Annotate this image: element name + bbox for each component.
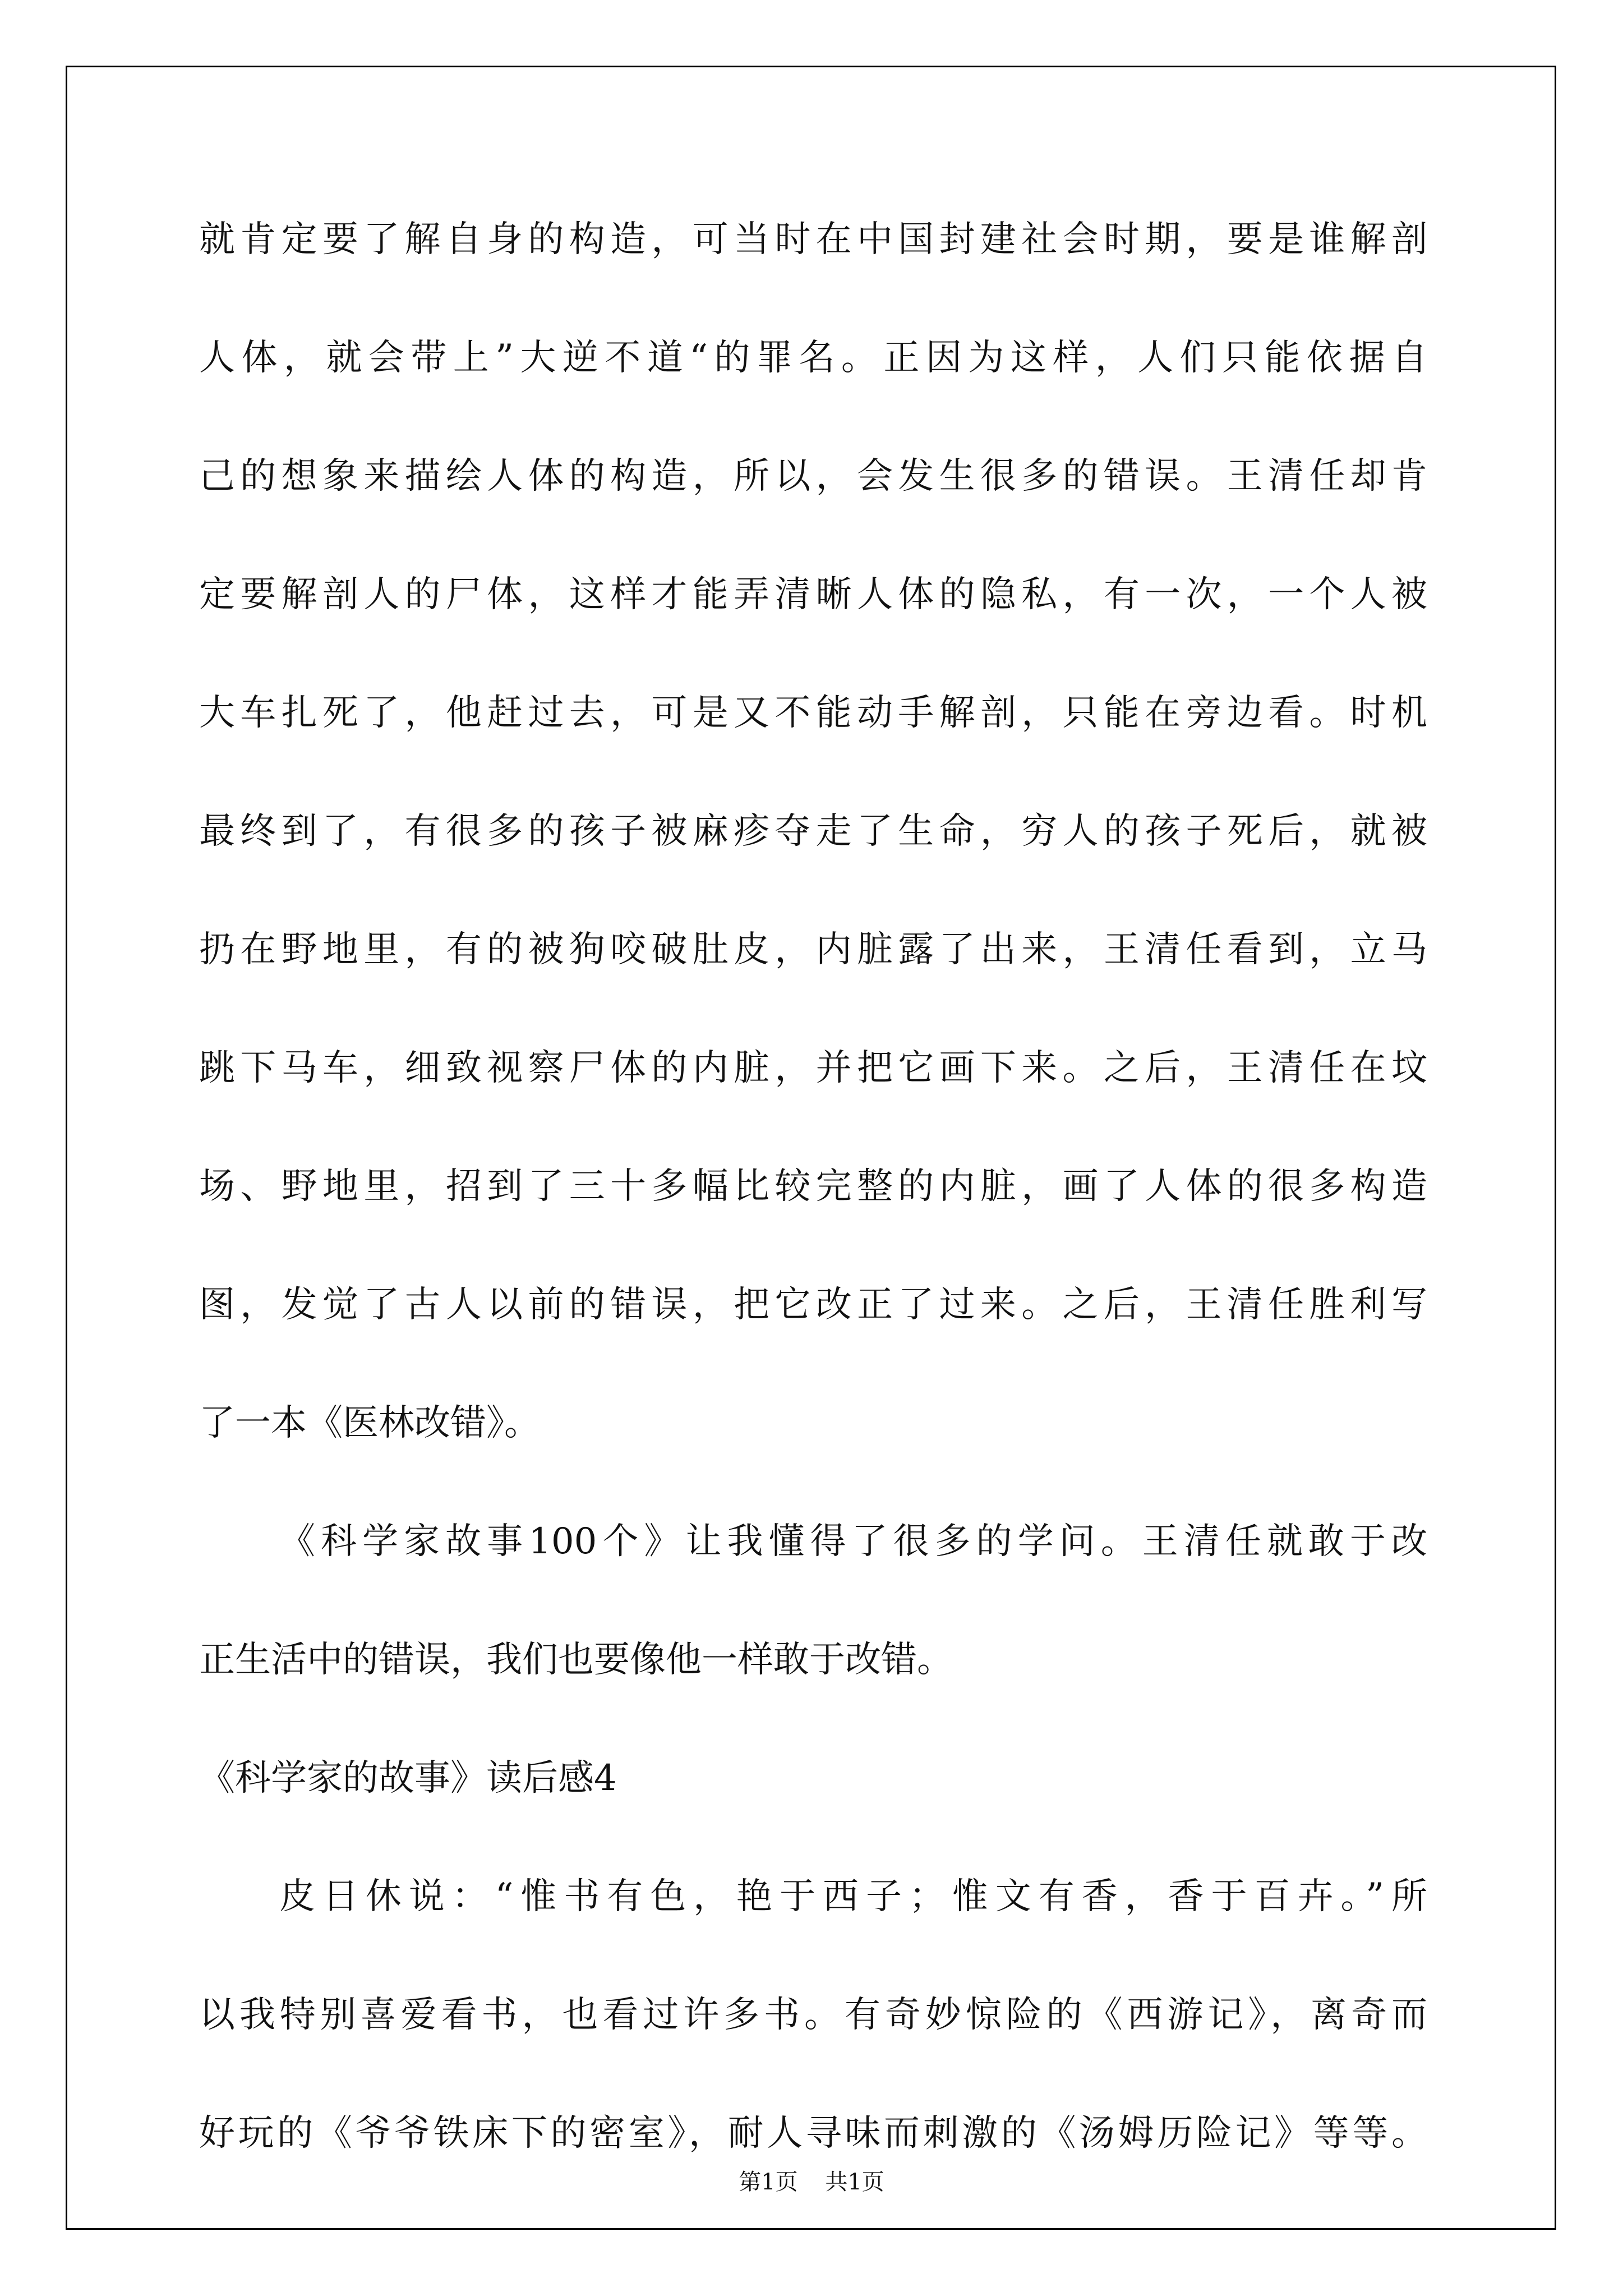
paragraph-line: 跳下马车，细致视察尸体的内脏，并把它画下来。之后，王清任在坟 (199, 1047, 1427, 1089)
paragraph-line: 图，发觉了古人以前的错误，把它改正了过来。之后，王清任胜利写 (199, 1284, 1427, 1326)
paragraph-line: 场、野地里，招到了三十多幅比较完整的内脏，画了人体的很多构造 (199, 1166, 1427, 1207)
section-heading: 《科学家的故事》读后感4 (199, 1757, 617, 1799)
page-total: 共1页 (825, 2169, 884, 2195)
paragraph-line: 最终到了，有很多的孩子被麻疹夺走了生命，穷人的孩子死后，就被 (199, 811, 1427, 852)
paragraph-line: 大车扎死了，他赶过去，可是又不能动手解剖，只能在旁边看。时机 (199, 692, 1427, 734)
paragraph-line: 《科学家故事100个》让我懂得了很多的学问。王清任就敢于改 (279, 1521, 1427, 1562)
paragraph-line: 己的想象来描绘人体的构造，所以，会发生很多的错误。王清任却肯 (199, 455, 1427, 497)
paragraph-line: 正生活中的错误，我们也要像他一样敢于改错。 (199, 1639, 953, 1681)
paragraph-line: 扔在野地里，有的被狗咬破肚皮，内脏露了出来，王清任看到，立马 (199, 929, 1427, 970)
paragraph-line: 就肯定要了解自身的构造，可当时在中国封建社会时期，要是谁解剖 (199, 219, 1427, 260)
paragraph-line: 以我特别喜爱看书，也看过许多书。有奇妙惊险的《西游记》，离奇而 (199, 1994, 1427, 2036)
page-number: 第1页 (739, 2169, 798, 2195)
paragraph-line: 了一本《医林改错》。 (199, 1402, 540, 1444)
paragraph-line: 定要解剖人的尸体，这样才能弄清晰人体的隐私，有一次，一个人被 (199, 574, 1427, 615)
paragraph-line: 皮日休说：“惟书有色，艳于西子；惟文有香，香于百卉。”所 (279, 1876, 1427, 1917)
paragraph-line: 人体，就会带上”大逆不道“的罪名。正因为这样，人们只能依据自 (199, 337, 1427, 379)
paragraph-line: 好玩的《爷爷铁床下的密室》，耐人寻味而刺激的《汤姆历险记》等等。 (199, 2113, 1427, 2154)
page-footer (0, 2164, 1623, 2196)
